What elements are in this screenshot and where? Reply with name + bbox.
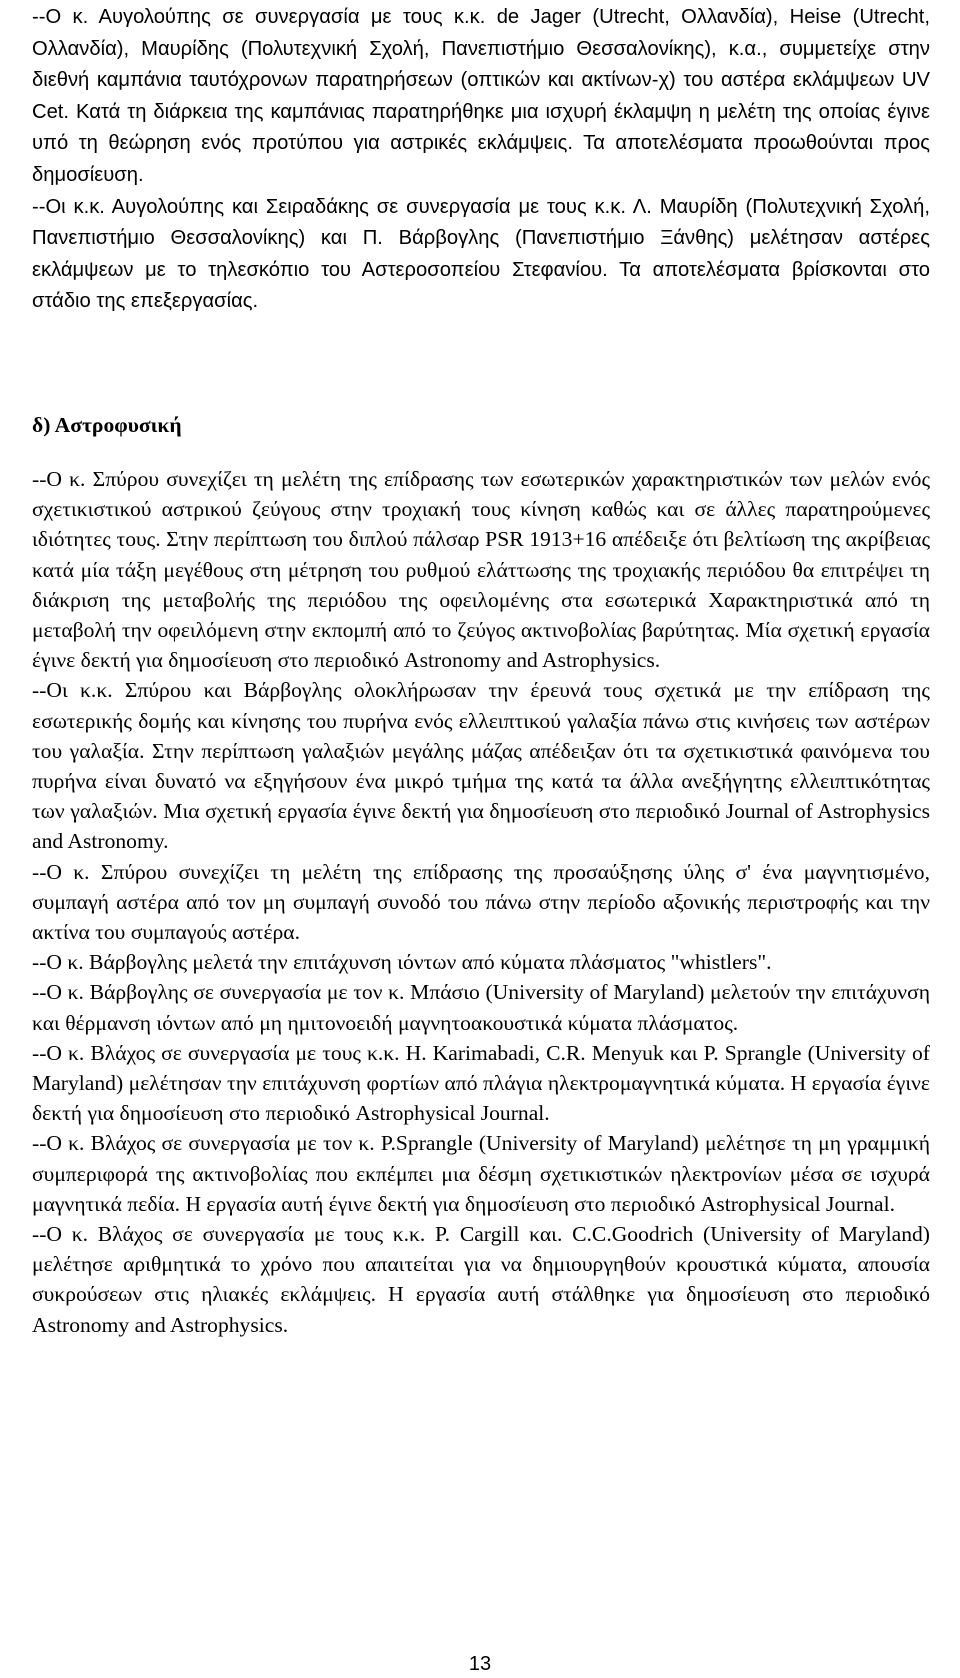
- paragraph-uv-cet: --Ο κ. Αυγολούπης σε συνεργασία με τους κ.κ. de Jager (Utrecht, Ολλανδία), Heise (Utrecht, Ολλανδία), Μαυρίδης (Πολυτεχνική Σχολή, Πανεπιστήμιο Θεσσαλονίκης), κ.α., συμμετείχε στην διεθνή καμπάνια ταυτόχρονων παρατηρήσεων (οπτικών και ακτίνων-χ) του αστέρα εκλάμψεων UV Cet. Κατά τη διάρκεια της καμπάνιας παρατηρήθηκε μια ισχυρή έκλαμψη η μελέτη της οποίας έγινε υπό τη θεώρηση ενός προτύπου για αστρικές εκλάμψεις. Τα αποτελέσματα προωθούνται προς δημοσίευση.: [32, 6, 930, 186]
- section-a-text: [32, 0, 930, 318]
- paragraph-elliptical-galaxy: --Οι κ.κ. Σπύρου και Βάρβογλης ολοκλήρωσαν την έρευνά τους σχετικά με την επίδραση της εσωτερικής δομής και κίνησης του πυρήνα ενός ελλειπτικού γαλαξία πάνω στις κινήσεις των αστέρων του γαλαξία. Στην περίπτωση γαλαξιών μεγάλης μάζας απέδειξαν ότι τα σχετικιστικά φαινόμενα του πυρήνα είναι δυνατό να εξηγήσουν ένα μικρό τμήμα της κατά τα άλλα ανεξήγητης ελλειπτικότητας των γαλαξιών. Μια σχετική εργασία έγινε δεκτή για δημοσίευση στο περιοδικό Journal of Astrophysics and Astronomy.: [32, 678, 930, 854]
- paragraph-magnetoacoustic: --Ο κ. Βάρβογλης σε συνεργασία με τον κ. Μπάσιο (University of Maryland) μελετούν την επιτάχυνση και θέρμανση ιόντων από μη ημιτονοειδή μαγνητοακουστικά κύματα πλάσματος.: [32, 980, 930, 1035]
- section-heading-astrophysics: δ) Αστροφυσική: [32, 413, 182, 437]
- page-number: 13: [468, 1653, 492, 1675]
- paragraph-whistlers: --Ο κ. Βάρβογλης μελετά την επιτάχυνση ιόντων από κύματα πλάσματος "whistlers".: [32, 950, 772, 975]
- paragraph-flare-stars: --Οι κ.κ. Αυγολούπης και Σειραδάκης σε συνεργασία με τους κ.κ. Λ. Μαυρίδη (Πολυτεχνική Σχολή, Πανεπιστήμιο Θεσσαλονίκης) και Π. Βάρβογλης (Πανεπιστήμιο Ξάνθης) μελέτησαν αστέρες εκλάμψεων με το τηλεσκόπιο του Αστεροσοπείου Στεφανίου. Τα αποτελέσματα βρίσκονται στο στάδιο της επεξεργασίας.: [32, 195, 930, 313]
- paragraph-accretion: --Ο κ. Σπύρου συνεχίζει τη μελέτη της επίδρασης της προσαύξησης ύλης σ' ένα μαγνητισμένο, συμπαγή αστέρα από τον μη συμπαγή συνοδό του πάνω στην περίοδο αξονικής περιστροφής και την ακτίνα του συμπαγούς αστέρα.: [32, 859, 930, 945]
- paragraph-shock-waves: --Ο κ. Βλάχος σε συνεργασία με τους κ.κ. P. Cargill και. C.C.Goodrich (University of Maryland) μελέτησε αριθμητικά το χρόνο που απαιτείται για να δημιουργηθούν κρουστικά κύματα, απουσία συκρούσεων στις ηλιακές εκλάμψεις. Η εργασία αυτή στάλθηκε για δημοσίευση στο περιοδικό Astronomy and Astrophysics.: [32, 1222, 930, 1337]
- section-b-text: [32, 464, 930, 1340]
- paragraph-binary-pulsar: --Ο κ. Σπύρου συνεχίζει τη μελέτη της επίδρασης των εσωτερικών χαρακτηριστικών των μελών ενός σχετικιστικού αστρικού ζεύγους στην τροχιακή τους κίνηση καθώς και σε άλλες παρατηρούμενες ιδιότητες τους. Στην περίπτωση του διπλού πάλσαρ PSR 1913+16 απέδειξε ότι βελτίωση της ακρίβειας κατά μία τάξη μεγέθους στη μέτρηση του ρυθμού ελάττωσης της τροχιακής περιόδου θα επιτρέψει τη διάκριση της μεταβολής της περιόδου της οφειλομένης στα εσωτερικά Χαρακτηριστικά από τη μεταβολή την οφειλόμενη στην εκπομπή από το ζεύγος ακτινοβολίας βαρύτητας. Μία σχετική εργασία έγινε δεκτή για δημοσίευση στο περιοδικό Astronomy and Astrophysics.: [32, 467, 930, 673]
- paragraph-nonlinear-radiation: --Ο κ. Βλάχος σε συνεργασία με τον κ. P.Sprangle (University of Maryland) μελέτησε τη μη γραμμική συμπεριφορά της ακτινοβολίας που εκπέμπει μια δέσμη σχετικιστικών ηλεκτρονίων μέσα σε ισχυρά μαγνητικά πεδία. Η εργασία αυτή έγινε δεκτή για δημοσίευση στο περιοδικό Astrophysical Journal.: [32, 1131, 930, 1216]
- paragraph-oblique-waves: --Ο κ. Βλάχος σε συνεργασία με τους κ.κ. H. Karimabadi, C.R. Menyuk και P. Sprangle (University of Maryland) μελέτησαν την επιτάχυνση φορτίων από πλάγια ηλεκτρομαγνητικά κύματα. Η εργασία έγινε δεκτή για δημοσίευση στο περιοδικό Astrophysical Journal.: [32, 1040, 930, 1126]
